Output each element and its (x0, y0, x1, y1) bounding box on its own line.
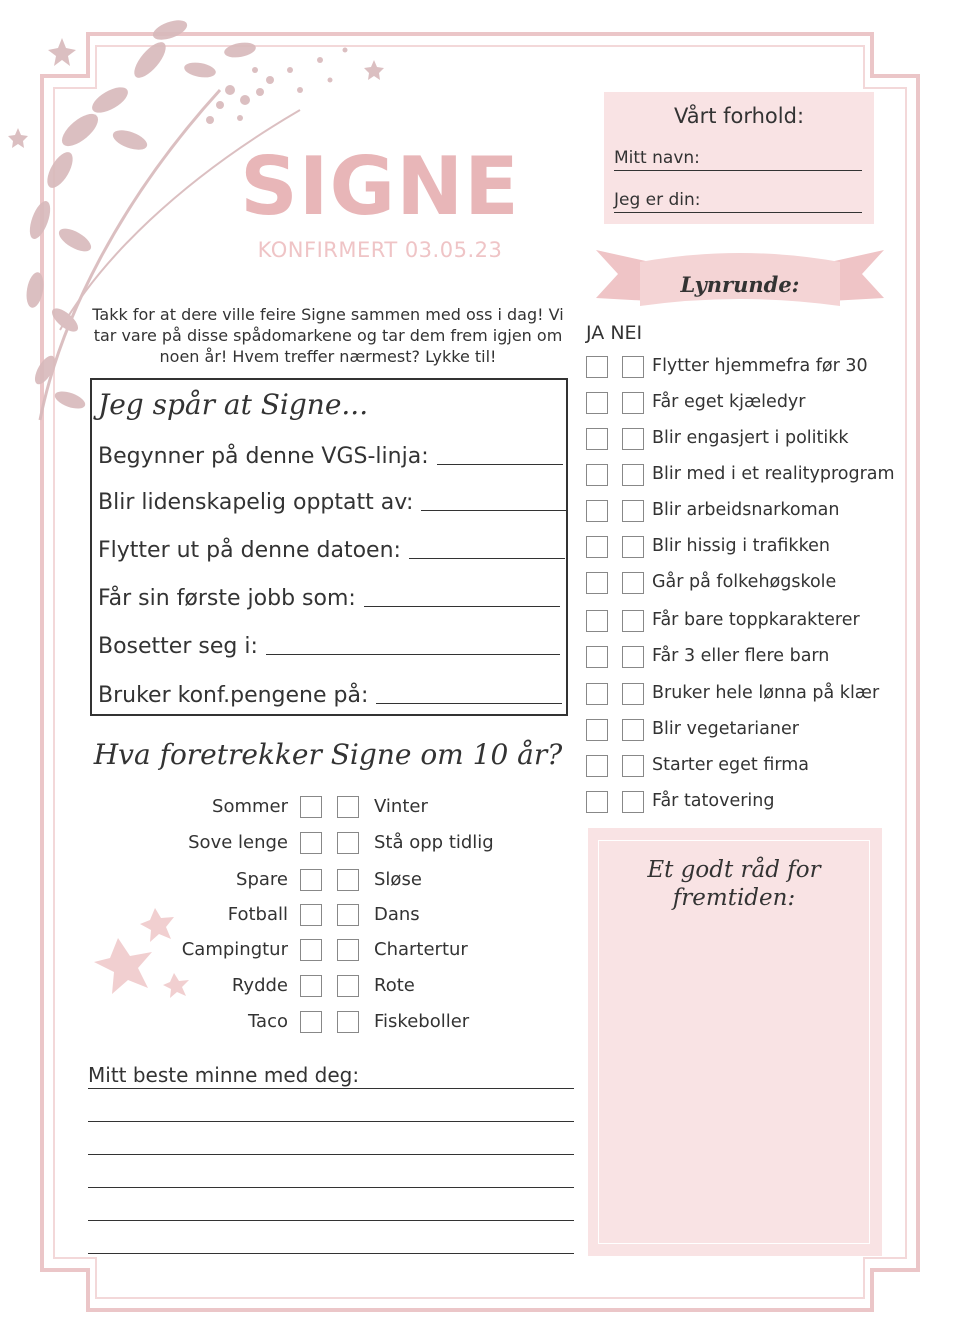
preferences-title: Hva foretrekker Signe om 10 år? (93, 738, 563, 771)
prediction-label: Bosetter seg i: (98, 634, 258, 659)
nei-checkbox[interactable] (622, 646, 644, 668)
preference-right: Sløse (374, 869, 422, 890)
ja-checkbox[interactable] (586, 572, 608, 594)
nei-checkbox[interactable] (622, 500, 644, 522)
page-title: SIGNE (240, 140, 520, 233)
preference-right-checkbox[interactable] (337, 869, 359, 891)
preference-left-checkbox[interactable] (300, 975, 322, 997)
answer-line[interactable] (376, 703, 562, 704)
ja-checkbox[interactable] (586, 646, 608, 668)
quick-round-item: Blir arbeidsnarkoman (652, 500, 840, 520)
intro-text: Takk for at dere ville feire Signe sammen med oss i dag! Vi tar vare på disse spådomarkene og tar dem frem igjen om noen år! Hvem treffer nærmest? Lykke til! (92, 305, 564, 366)
nei-checkbox[interactable] (622, 428, 644, 450)
preference-right-checkbox[interactable] (337, 904, 359, 926)
memory-label: Mitt beste minne med deg: (88, 1063, 360, 1087)
preference-left: Fotball (227, 904, 288, 925)
preference-left-checkbox[interactable] (300, 1011, 322, 1033)
prediction-row (98, 683, 562, 708)
prediction-label: Flytter ut på denne datoen: (98, 538, 401, 563)
answer-line[interactable] (266, 654, 560, 655)
ja-checkbox[interactable] (586, 683, 608, 705)
memory-line[interactable] (88, 1187, 574, 1188)
nei-checkbox[interactable] (622, 755, 644, 777)
nei-checkbox[interactable] (622, 536, 644, 558)
prediction-row (98, 538, 565, 563)
quick-round-item: Får bare toppkarakterer (652, 610, 860, 630)
prediction-label: Begynner på denne VGS-linja: (98, 444, 429, 469)
ja-checkbox[interactable] (586, 392, 608, 414)
memory-line[interactable] (88, 1088, 574, 1089)
nei-checkbox[interactable] (622, 392, 644, 414)
quick-round-item: Blir engasjert i politikk (652, 428, 849, 448)
relationship-title: Vårt forhold: (673, 104, 805, 128)
preference-left-checkbox[interactable] (300, 869, 322, 891)
prediction-row (98, 586, 560, 611)
preference-right-checkbox[interactable] (337, 939, 359, 961)
prediction-label: Blir lidenskapelig opptatt av: (98, 490, 414, 515)
preference-right-checkbox[interactable] (337, 796, 359, 818)
ja-checkbox[interactable] (586, 428, 608, 450)
quick-round-item: Blir hissig i trafikken (652, 536, 830, 556)
answer-line[interactable] (437, 464, 563, 465)
quick-round-item: Bruker hele lønna på klær (652, 683, 880, 703)
preference-right: Dans (374, 904, 420, 925)
preference-right: Chartertur (374, 939, 468, 960)
ja-checkbox[interactable] (586, 464, 608, 486)
memory-line[interactable] (88, 1253, 574, 1254)
preference-left-checkbox[interactable] (300, 904, 322, 926)
nei-checkbox[interactable] (622, 572, 644, 594)
memory-line[interactable] (88, 1154, 574, 1155)
ja-checkbox[interactable] (586, 500, 608, 522)
preference-left: Sommer (212, 796, 288, 817)
quick-round-item: Starter eget firma (652, 755, 810, 775)
confirmation-date: KONFIRMERT 03.05.23 (257, 238, 503, 262)
role-label: Jeg er din: (614, 190, 701, 210)
name-line[interactable] (614, 170, 862, 171)
preference-left: Spare (236, 869, 288, 890)
quick-round-item: Får tatovering (652, 791, 775, 811)
preference-left-checkbox[interactable] (300, 832, 322, 854)
preference-right: Vinter (374, 796, 428, 817)
preference-right-checkbox[interactable] (337, 975, 359, 997)
nei-checkbox[interactable] (622, 791, 644, 813)
memory-line[interactable] (88, 1220, 574, 1221)
preference-right: Rote (374, 975, 415, 996)
predictions-title: Jeg spår at Signe... (98, 388, 369, 421)
advice-title: Et godt råd for fremtiden: (647, 857, 821, 911)
ja-checkbox[interactable] (586, 755, 608, 777)
quick-round-item: Blir med i et realityprogram (652, 464, 895, 484)
ja-checkbox[interactable] (586, 791, 608, 813)
answer-line[interactable] (364, 606, 560, 607)
nei-checkbox[interactable] (622, 464, 644, 486)
prediction-label: Bruker konf.pengene på: (98, 683, 369, 708)
preference-right: Stå opp tidlig (374, 832, 494, 853)
quick-round-item: Får 3 eller flere barn (652, 646, 830, 666)
prediction-row (98, 634, 560, 659)
ja-checkbox[interactable] (586, 610, 608, 632)
preference-left-checkbox[interactable] (300, 796, 322, 818)
nei-checkbox[interactable] (622, 356, 644, 378)
preference-left: Rydde (231, 975, 288, 996)
nei-checkbox[interactable] (622, 610, 644, 632)
ja-nei-header (586, 322, 642, 344)
nei-checkbox[interactable] (622, 719, 644, 741)
preference-left-checkbox[interactable] (300, 939, 322, 961)
ja-checkbox[interactable] (586, 356, 608, 378)
preference-right-checkbox[interactable] (337, 1011, 359, 1033)
role-line[interactable] (614, 212, 862, 213)
answer-line[interactable] (421, 510, 567, 511)
name-label: Mitt navn: (614, 148, 700, 168)
prediction-row (98, 444, 563, 469)
memory-line[interactable] (88, 1121, 574, 1122)
preference-left: Sove lenge (188, 832, 288, 853)
ja-checkbox[interactable] (586, 536, 608, 558)
prediction-row (98, 490, 567, 515)
quick-round-item: Får eget kjæledyr (652, 392, 806, 412)
ja-label: JA (586, 322, 605, 344)
preference-right-checkbox[interactable] (337, 832, 359, 854)
nei-label: NEI (610, 322, 643, 344)
ja-checkbox[interactable] (586, 719, 608, 741)
nei-checkbox[interactable] (622, 683, 644, 705)
quick-round-item: Går på folkehøgskole (652, 572, 837, 592)
prediction-label: Får sin første jobb som: (98, 586, 356, 611)
quick-round-item: Blir vegetarianer (652, 719, 799, 739)
quick-round-item: Flytter hjemmefra før 30 (652, 356, 868, 376)
preference-left: Taco (248, 1011, 288, 1032)
quick-round-title: Lynrunde: (680, 272, 800, 297)
answer-line[interactable] (409, 558, 565, 559)
preference-left: Campingtur (181, 939, 288, 960)
preference-right: Fiskeboller (374, 1011, 470, 1032)
